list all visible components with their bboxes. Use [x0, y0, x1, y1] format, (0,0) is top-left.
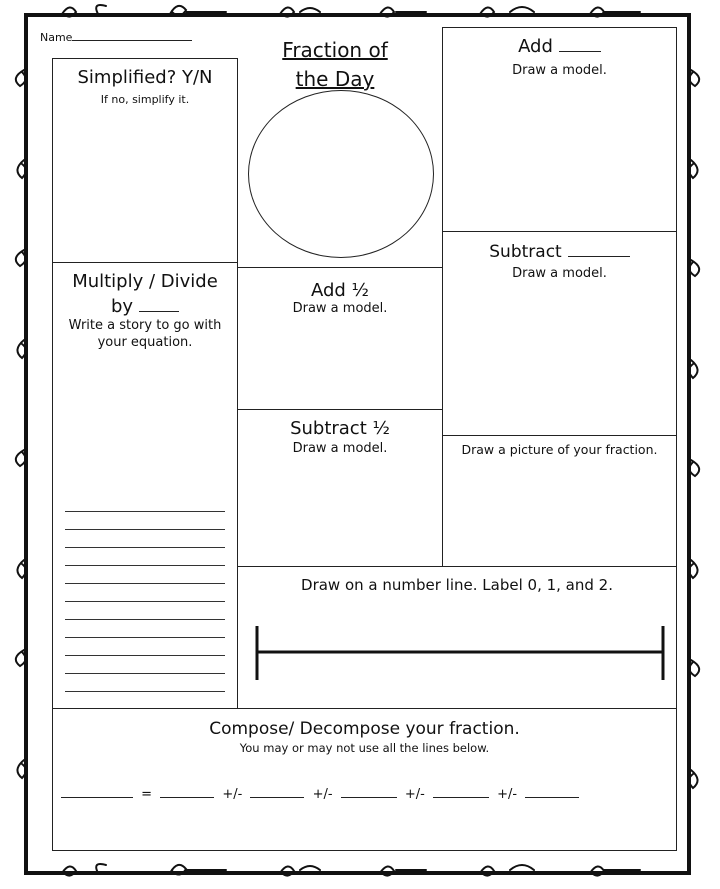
subtract-half-instruction: Draw a model.: [292, 441, 388, 456]
story-line[interactable]: [65, 547, 225, 548]
add-half-instruction: Draw a model.: [292, 301, 388, 316]
number-line[interactable]: [253, 622, 667, 686]
compose-equation: [61, 787, 579, 802]
simplified-title: Simplified? Y/N: [77, 67, 213, 88]
operator-1: +/-: [222, 787, 243, 802]
fraction-circle[interactable]: [248, 90, 434, 258]
story-line[interactable]: [65, 673, 225, 674]
story-line[interactable]: [65, 619, 225, 620]
multiply-divide-blank-line[interactable]: [139, 311, 179, 312]
multiply-divide-box[interactable]: [52, 262, 238, 709]
multiply-divide-title-line2: [53, 294, 237, 319]
page-title: [250, 36, 420, 94]
compose-blank-result[interactable]: [61, 797, 133, 798]
add-half-title: Add ½: [310, 280, 370, 301]
subtract-half-box[interactable]: [237, 409, 443, 567]
subtract-blank-line[interactable]: [568, 256, 630, 257]
number-line-box[interactable]: [237, 566, 677, 709]
page-title-line2: the Day: [295, 67, 375, 91]
subtract-box[interactable]: [442, 231, 677, 436]
multiply-divide-instruction: Write a story to go with your equation.: [68, 318, 222, 350]
name-label: Name: [40, 31, 73, 44]
multiply-divide-title-line1: Multiply / Divide: [72, 271, 218, 292]
number-line-instruction: Draw on a number line. Label 0, 1, and 2.: [301, 576, 613, 594]
story-line[interactable]: [65, 529, 225, 530]
story-line[interactable]: [65, 511, 225, 512]
operator-4: +/-: [497, 787, 518, 802]
compose-blank-2[interactable]: [250, 797, 304, 798]
compose-blank-1[interactable]: [160, 797, 214, 798]
compose-title: Compose/ Decompose your fraction.: [209, 719, 520, 739]
equals-sign: =: [141, 787, 153, 802]
story-line[interactable]: [65, 655, 225, 656]
story-line[interactable]: [65, 583, 225, 584]
add-title: [443, 36, 676, 57]
story-line[interactable]: [65, 601, 225, 602]
add-title-text: Add: [518, 36, 553, 57]
subtract-title: [443, 242, 676, 262]
picture-instruction: Draw a picture of your fraction.: [461, 442, 658, 457]
subtract-half-title: Subtract ½: [290, 418, 390, 439]
name-blank[interactable]: [72, 40, 192, 41]
picture-box[interactable]: [442, 435, 677, 567]
add-box[interactable]: [442, 27, 677, 232]
story-line[interactable]: [65, 637, 225, 638]
compose-blank-4[interactable]: [433, 797, 489, 798]
simplified-box[interactable]: [52, 58, 238, 263]
subtract-instruction: Draw a model.: [512, 266, 607, 281]
add-half-box[interactable]: [237, 267, 443, 410]
add-blank-line[interactable]: [559, 51, 601, 52]
operator-2: +/-: [312, 787, 333, 802]
subtract-title-text: Subtract: [489, 242, 562, 262]
add-instruction: Draw a model.: [512, 63, 607, 78]
compose-blank-3[interactable]: [341, 797, 397, 798]
page-title-line1: Fraction of: [282, 38, 388, 62]
operator-3: +/-: [404, 787, 425, 802]
compose-instruction: You may or may not use all the lines below.: [239, 741, 490, 755]
multiply-divide-title: [53, 269, 237, 319]
story-line[interactable]: [65, 691, 225, 692]
multiply-divide-by: by: [110, 296, 134, 317]
compose-blank-5[interactable]: [525, 797, 579, 798]
compose-box[interactable]: [52, 708, 677, 851]
simplified-instruction: If no, simplify it.: [100, 93, 190, 106]
story-line[interactable]: [65, 565, 225, 566]
name-field[interactable]: [40, 31, 192, 44]
